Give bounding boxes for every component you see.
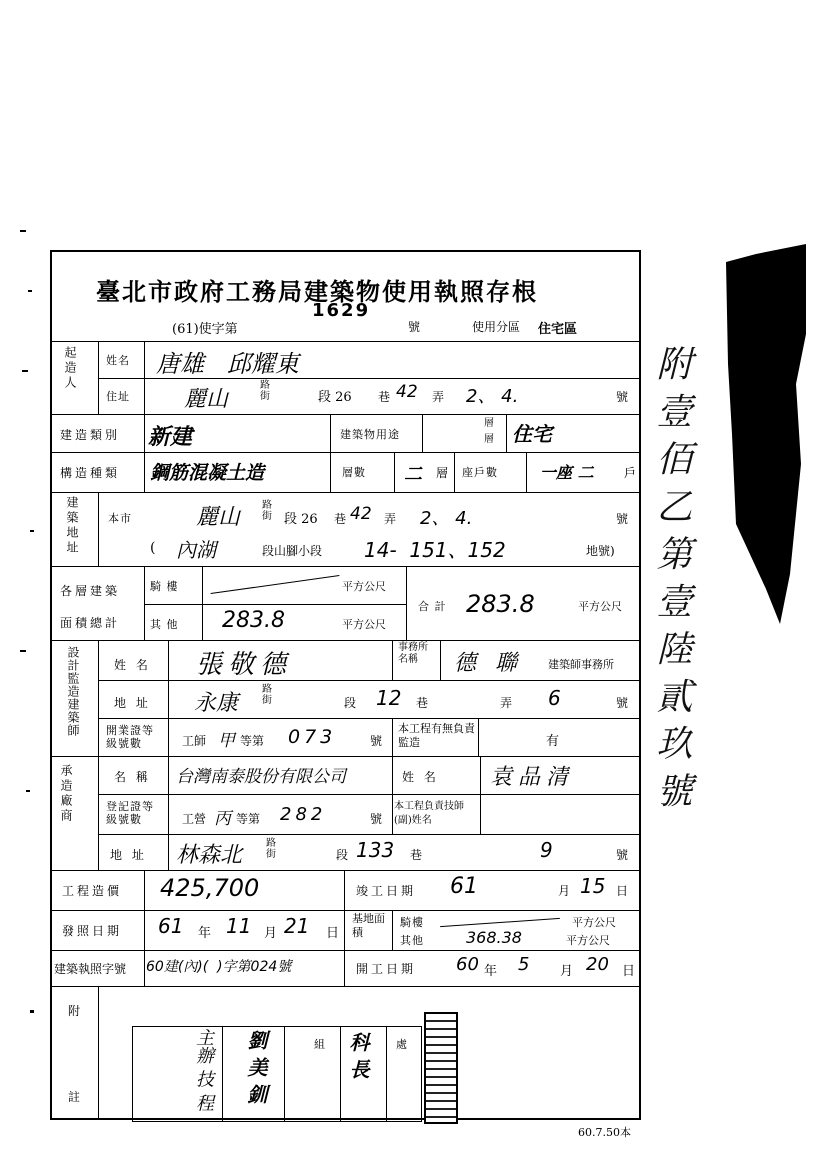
cost-label: 工程造價 <box>62 884 123 898</box>
architect-addr-lane-label: 巷 <box>416 696 429 710</box>
approval-col3-label: 組 <box>314 1038 325 1051</box>
permit-label: 建築執照字號 <box>54 962 127 976</box>
architect-addr-sec: 段 <box>344 696 357 710</box>
owner-names: 唐雄 邱耀東 <box>156 350 299 378</box>
completion-label: 竣工日期 <box>356 884 417 898</box>
site-street: 麗山 <box>196 505 241 530</box>
contractor-addr-hao: 號 <box>616 848 629 862</box>
architect-name-value: 張敬德 <box>196 650 293 680</box>
architect-addr-hao: 號 <box>616 696 629 710</box>
area-total-value: 283.8 <box>466 590 535 618</box>
owner-addr-label: 住址 <box>106 390 130 403</box>
start-month-label: 月 <box>560 964 574 979</box>
structure-type-value: 鋼筋混凝土造 <box>150 462 265 484</box>
architect-addr-street: 永康 <box>194 691 239 716</box>
area-arcade-unit: 平方公尺 <box>342 580 386 593</box>
contractor-tech-label: 本工程負責技師(副)姓名 <box>394 801 464 826</box>
architect-supervise-label: 本工程有無負責監造 <box>398 722 475 749</box>
architect-addr-alley-label: 弄 <box>500 696 513 710</box>
issue-year-label: 年 <box>198 926 212 941</box>
right-margin-black-mark <box>726 244 806 324</box>
site-lane: 42 <box>350 504 372 524</box>
area-other-unit: 平方公尺 <box>342 618 386 631</box>
contractor-reg-label: 登記證等級號數 <box>106 800 154 826</box>
site-alley-label: 弄 <box>384 512 397 526</box>
seal-stamp <box>424 1012 458 1124</box>
start-label: 開工日期 <box>356 962 417 976</box>
building-use-label: 建築物用途 <box>340 428 400 441</box>
right-margin-text: 附 壹 佰 乙 第 壹 陸 貳 玖 號 <box>651 345 692 808</box>
architect-section-label: 設計監造建築師 <box>66 646 80 737</box>
contractor-section-label: 承造廠商 <box>59 764 73 824</box>
architect-license-grade: 甲 <box>218 731 235 751</box>
area-other-value: 283.8 <box>222 608 285 633</box>
start-day-label: 日 <box>622 964 636 979</box>
start-year: 60 <box>456 954 479 975</box>
units-label: 座戶數 <box>462 466 498 479</box>
architect-office-label: 事務所名稱 <box>398 642 428 665</box>
architect-license-no: 073 <box>288 726 337 748</box>
serial-number: 1629 <box>312 300 371 321</box>
contractor-addr-street: 林森北 <box>176 843 243 868</box>
architect-license-label: 開業證等級號數 <box>106 724 154 750</box>
construction-type-label: 建造類別 <box>60 428 121 442</box>
contractor-addr-sec: 段 <box>336 848 349 862</box>
owner-addr-street: 麗山 <box>184 387 229 412</box>
architect-license-mid: 等第 <box>240 734 265 748</box>
floors-label: 層數 <box>342 466 366 479</box>
completion-month-label: 月 <box>558 884 571 898</box>
approval-col1: 主辦 技 程 <box>193 1028 214 1112</box>
site-no: 2、 4. <box>420 508 473 529</box>
architect-license-hao: 號 <box>370 734 383 748</box>
architect-office-value: 德 聯 <box>454 651 523 676</box>
zone-label: 使用分區 <box>472 320 521 334</box>
approval-col4: 科 長 <box>346 1032 370 1079</box>
area-total-label: 合 計 <box>418 600 447 613</box>
owner-section-label: 起造人 <box>63 346 77 391</box>
site-line2-open: ( <box>150 540 156 556</box>
permit-value: 60建(內)( )字第024號 <box>146 959 292 975</box>
contractor-addr-lane-label: 巷 <box>410 848 423 862</box>
floors-value: 二 <box>404 464 422 485</box>
floors-unit: 層 <box>436 466 449 480</box>
issue-year: 61 <box>158 914 184 938</box>
base-other-label: 其他 <box>400 934 424 947</box>
base-other-unit: 平方公尺 <box>566 934 610 947</box>
architect-addr-no: 6 <box>548 686 561 710</box>
start-year-label: 年 <box>484 964 498 979</box>
form-title: 臺北市政府工務局建築物使用執照存根 <box>96 277 538 306</box>
start-day: 20 <box>586 954 609 975</box>
contractor-name-label: 名 稱 <box>114 770 151 784</box>
site-lane-label: 巷 <box>334 512 347 526</box>
issue-day: 21 <box>284 914 310 938</box>
owner-addr-no: 2、 4. <box>466 386 519 407</box>
base-other-value: 368.38 <box>466 928 522 947</box>
building-use-value: 住宅 <box>512 422 552 446</box>
contractor-reg-no: 282 <box>280 804 327 825</box>
contractor-reg-prefix: 工營 <box>182 812 207 826</box>
architect-addr-label: 地 址 <box>114 696 151 710</box>
structure-type-label: 構造種類 <box>60 466 121 480</box>
owner-addr-rest: 段 26 <box>318 390 352 405</box>
issue-day-label: 日 <box>326 926 340 941</box>
contractor-person-label: 姓 名 <box>402 770 439 784</box>
units-value: 一座 二 <box>540 463 594 482</box>
area-section-label2: 面積總計 <box>60 616 121 630</box>
architect-addr-lane: 12 <box>376 686 402 710</box>
approval-col2: 劉 美 釧 <box>244 1030 268 1104</box>
area-arcade-label: 騎 樓 <box>150 580 179 593</box>
site-road: 路街 <box>262 500 272 522</box>
print-code: 60.7.50本 <box>578 1126 631 1139</box>
units-unit: 戶 <box>624 466 637 480</box>
site-hao: 號 <box>616 512 629 526</box>
architect-office-suffix: 建築師事務所 <box>548 658 614 671</box>
contractor-person-value: 袁品清 <box>490 765 575 790</box>
contractor-addr-no: 9 <box>540 838 553 862</box>
left-margin-marks <box>18 230 38 1030</box>
owner-addr-alley-label: 弄 <box>432 390 445 404</box>
completion-day: 15 <box>580 874 606 898</box>
site-line2-close: 地號) <box>586 544 615 558</box>
site-district: 內湖 <box>176 538 216 562</box>
contractor-name-value: 台灣南泰股份有限公司 <box>176 767 346 787</box>
architect-addr-road: 路街 <box>262 684 272 706</box>
serial-hao: 號 <box>408 320 421 334</box>
issue-label: 發照日期 <box>62 924 123 938</box>
base-arcade-unit: 平方公尺 <box>572 916 616 929</box>
contractor-reg-grade: 丙 <box>214 809 231 829</box>
site-rest1: 段 26 <box>284 512 318 527</box>
area-total-unit: 平方公尺 <box>578 600 622 613</box>
architect-supervise-value: 有 <box>546 734 560 749</box>
notes-label-top: 附 <box>68 1004 84 1018</box>
site-city: 本市 <box>108 512 132 525</box>
area-other-label: 其 他 <box>150 618 179 631</box>
building-use-mid: 層層 <box>484 418 494 445</box>
site-section-label: 建築地址 <box>65 496 79 556</box>
zone-value: 住宅區 <box>538 322 578 337</box>
form-border <box>50 250 641 1120</box>
contractor-addr-lane: 133 <box>356 838 395 862</box>
site-lots: 14- 151、152 <box>364 538 506 562</box>
architect-license-prefix: 工師 <box>182 734 207 748</box>
completion-day-label: 日 <box>616 884 629 898</box>
start-month: 5 <box>518 954 530 975</box>
owner-addr-lane: 42 <box>396 382 418 402</box>
cost-value: 425,700 <box>160 874 260 902</box>
issue-month-label: 月 <box>264 926 278 941</box>
contractor-reg-hao: 號 <box>370 812 383 826</box>
architect-name-label: 姓 名 <box>114 658 151 672</box>
approval-col5-label: 處 <box>396 1038 407 1051</box>
serial-prefix: (61)使字第 <box>172 322 238 337</box>
base-arcade-label: 騎樓 <box>400 916 424 929</box>
owner-name-label: 姓名 <box>106 354 130 367</box>
construction-type-value: 新建 <box>148 425 193 450</box>
completion-year: 61 <box>450 874 478 899</box>
site-line2-mid: 段山腳小段 <box>262 544 323 558</box>
owner-addr-lane-label: 巷 <box>378 390 391 404</box>
contractor-reg-mid: 等第 <box>236 812 261 826</box>
contractor-addr-label: 地 址 <box>110 848 147 862</box>
issue-month: 11 <box>226 914 252 938</box>
contractor-addr-road: 路街 <box>266 838 276 860</box>
notes-label-bottom: 註 <box>68 1090 84 1104</box>
base-area-label: 基地面積 <box>352 912 385 939</box>
area-section-label1: 各層建築 <box>60 584 121 598</box>
owner-addr-hao: 號 <box>616 390 629 404</box>
owner-addr-road: 路街 <box>260 380 270 402</box>
